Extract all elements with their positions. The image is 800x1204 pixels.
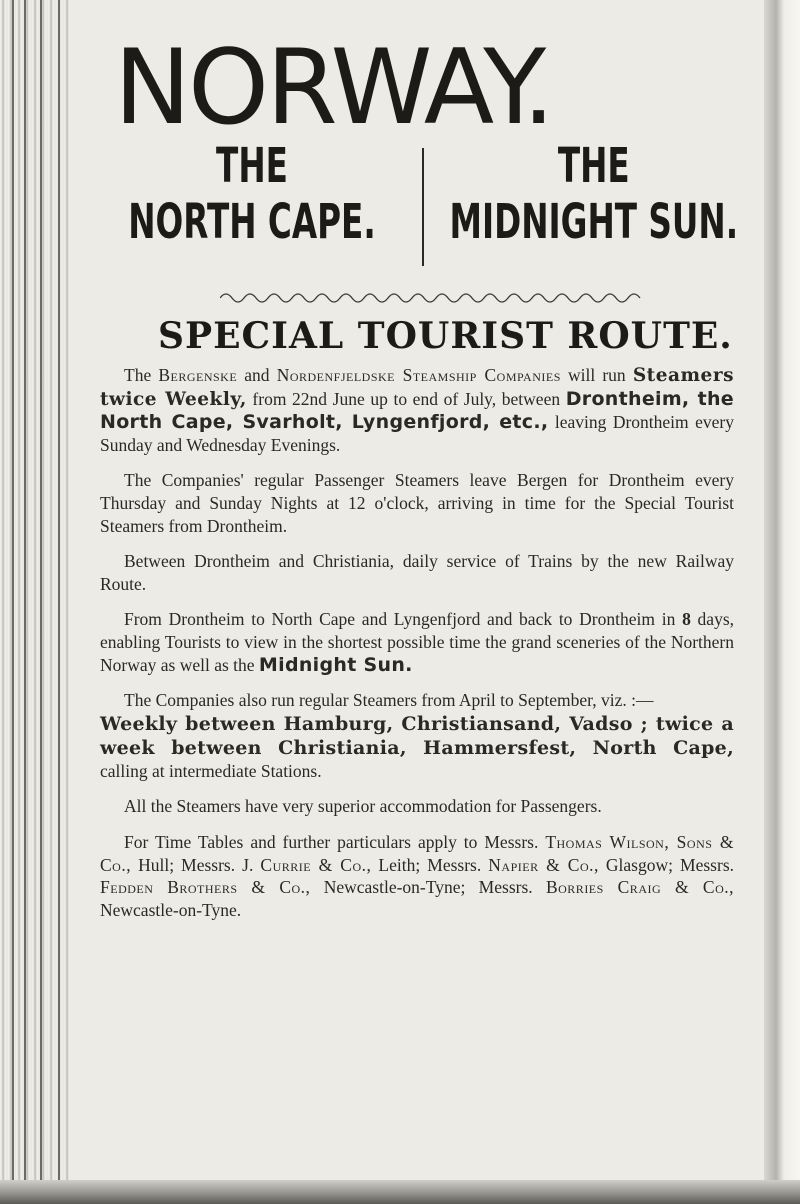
section-heading: SPECIAL TOURIST ROUTE. [158, 315, 733, 357]
decorative-wave-rule [220, 288, 644, 304]
paragraph-agents: For Time Tables and further particulars apply to Messrs. Thomas Wilson, Sons & Co., Hull; Messrs. J. Currie & Co., Leith; Messrs. Napier & Co., Glasgow; Messrs. Fedden Brothers & Co., Newcastle-on-Tyne; Messrs. Borries Craig & Co., Newcastle-on-Tyne. [100, 831, 735, 920]
paragraph-accommodation: All the Steamers have very superior accommodation for Passengers. [124, 796, 602, 817]
advertisement-page [72, 0, 762, 1180]
paragraph-route: The Bergenske and Nordenfjeldske Steamship Companies will run Steamers twice Weekly, from 22nd June up to end of July, between Drontheim, the North Cape, Svarholt, Lyngenfjord, etc., leaving Drontheim every Sunday and Wednesday Evenings. [100, 365, 734, 455]
paragraph-railway: Between Drontheim and Christiania, daily service of Trains by the new Railway Route. [100, 551, 734, 594]
paragraph-midnight-sun: From Drontheim to North Cape and Lyngenfjord and back to Drontheim in 8 days, enabling Tourists to view in the shortest possible time the grand sceneries of the Northern Norway as well as the Midnight Sun. [100, 609, 734, 676]
bottom-page-edge [0, 1180, 800, 1204]
body-text [100, 364, 734, 934]
subtitle-midnight-sun: THE MIDNIGHT SUN. [449, 138, 739, 250]
binding-spine [0, 0, 70, 1204]
column-divider [422, 148, 424, 266]
paragraph-regular-steamers: The Companies also run regular Steamers from April to September, viz. :— Weekly between Hamburg, Christiansand, Vadso ; twice a week between Christiania, Hammersfest, North Cape, calling at intermediate Stations. [100, 690, 734, 781]
page-title: NORWAY. [114, 28, 552, 148]
paragraph-bergen: The Companies' regular Passenger Steamers leave Bergen for Drontheim every Thursday and Sunday Nights at 12 o'clock, arriving in time for the Special Tourist Steamers from Drontheim. [100, 470, 734, 536]
page-edge [764, 0, 800, 1204]
subtitle-north-cape: THE NORTH CAPE. [128, 138, 376, 250]
